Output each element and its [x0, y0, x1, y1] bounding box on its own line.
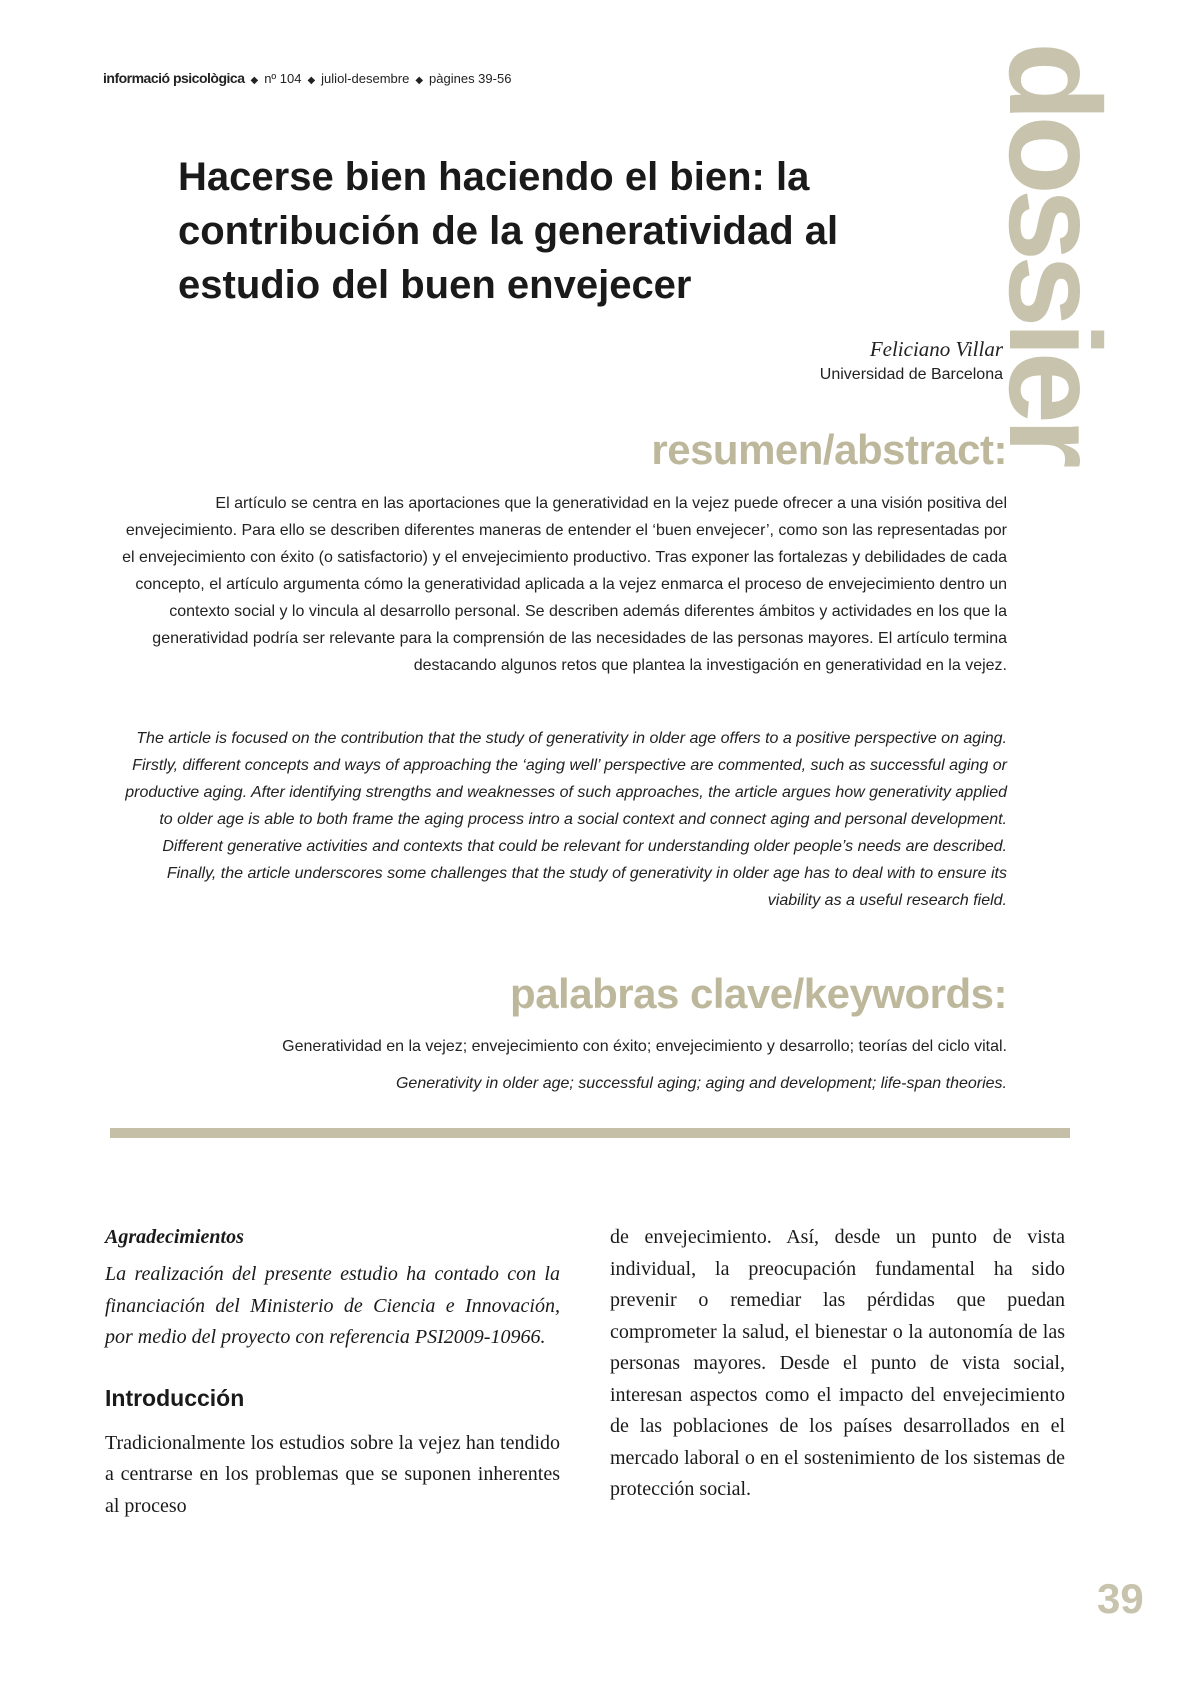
journal-name: informació psicològica — [103, 70, 245, 86]
keywords-english: Generativity in older age; successful aging; aging and development; life-span theories. — [395, 1075, 1007, 1092]
keywords-spanish: Generatividad en la vejez; envejecimiento con éxito; envejecimiento y desarrollo; teorías del ciclo vital. — [282, 1038, 1007, 1055]
header-separator: ◆ — [415, 75, 424, 86]
keywords-heading: palabras clave/keywords: — [510, 970, 1007, 1017]
page-number: 39 — [1097, 1575, 1144, 1622]
abstract-english: The article is focused on the contribution that the study of generativity in older age offers to a positive perspective on aging. Firstly, different concepts and ways of approaching the ‘aging well’ perspective are commented, such as successful aging or productive aging. After identifying strengths and weaknesses of such approaches, the article argues how generativity applied to older age is able to both frame the aging process intro a social context and connect aging and personal development. Different generative activities and contexts that could be relevant for understanding older people’s needs are described. Finally, the article underscores some challenges that the study of generativity in older age has to deal with to ensure its viability as a useful research field. — [125, 730, 1007, 909]
running-header — [103, 70, 511, 100]
header-separator: ◆ — [307, 75, 316, 86]
introduction-paragraph: Tradicionalmente los estudios sobre la vejez han tendido a centrarse en los problemas que se suponen inherentes al proceso — [105, 1431, 560, 1517]
acknowledgements-text: La realización del presente estudio ha contado con la financiación del Ministerio de Ciencia e Innovación, por medio del proyecto con referencia PSI2009-10966. — [105, 1263, 560, 1348]
section-side-label: dossier — [982, 42, 1128, 463]
header-separator: ◆ — [250, 75, 259, 86]
introduction-paragraph-continued: de envejecimiento. Así, desde un punto de vista individual, la preocupación fundamental ha sido prevenir o remediar las pérdidas que puedan comprometer la salud, el bienestar o la autonomía de las personas mayores. Desde el punto de vista social, interesan aspectos como el impacto del envejecimiento de las poblaciones de los países desarrollados en el mercado laboral o en el sostenimiento de los sistemas de protección social. — [610, 1226, 1065, 1500]
author-affiliation: Universidad de Barcelona — [819, 366, 1003, 383]
issue-period: juliol-desembre — [321, 71, 410, 86]
article-title: Hacerse bien haciendo el bien: la contribución de la generatividad al estudio del buen envejecer — [178, 155, 839, 307]
acknowledgements-heading: Agradecimientos — [105, 1226, 244, 1248]
body-column-right — [610, 1222, 1065, 1506]
issue-number: nº 104 — [264, 71, 302, 86]
abstract-heading: resumen/abstract: — [651, 426, 1007, 473]
body-column-left — [105, 1222, 560, 1522]
page-range: pàgines 39-56 — [429, 71, 512, 86]
section-divider — [110, 1128, 1070, 1138]
abstract-spanish: El artículo se centra en las aportaciones que la generatividad en la vejez puede ofrecer a una visión positiva del envejecimiento. Para ello se describen diferentes maneras de entender el ‘buen envejecer’, como son las representadas por el envejecimiento con éxito (o satisfactorio) y el envejecimiento productivo. Tras exponer las fortalezas y debilidades de cada concepto, el artículo argumenta cómo la generatividad aplicada a la vejez enmarca el proceso de envejecimiento dentro un contexto social y lo vincula al desarrollo personal. Se describen además diferentes ámbitos y actividades en los que la generatividad podría ser relevante para la comprensión de las necesidades de las personas mayores. El artículo termina destacando algunos retos que plantea la investigación en generatividad en la vejez. — [122, 495, 1007, 674]
introduction-heading: Introducción — [105, 1384, 245, 1411]
author-name: Feliciano Villar — [869, 337, 1003, 361]
